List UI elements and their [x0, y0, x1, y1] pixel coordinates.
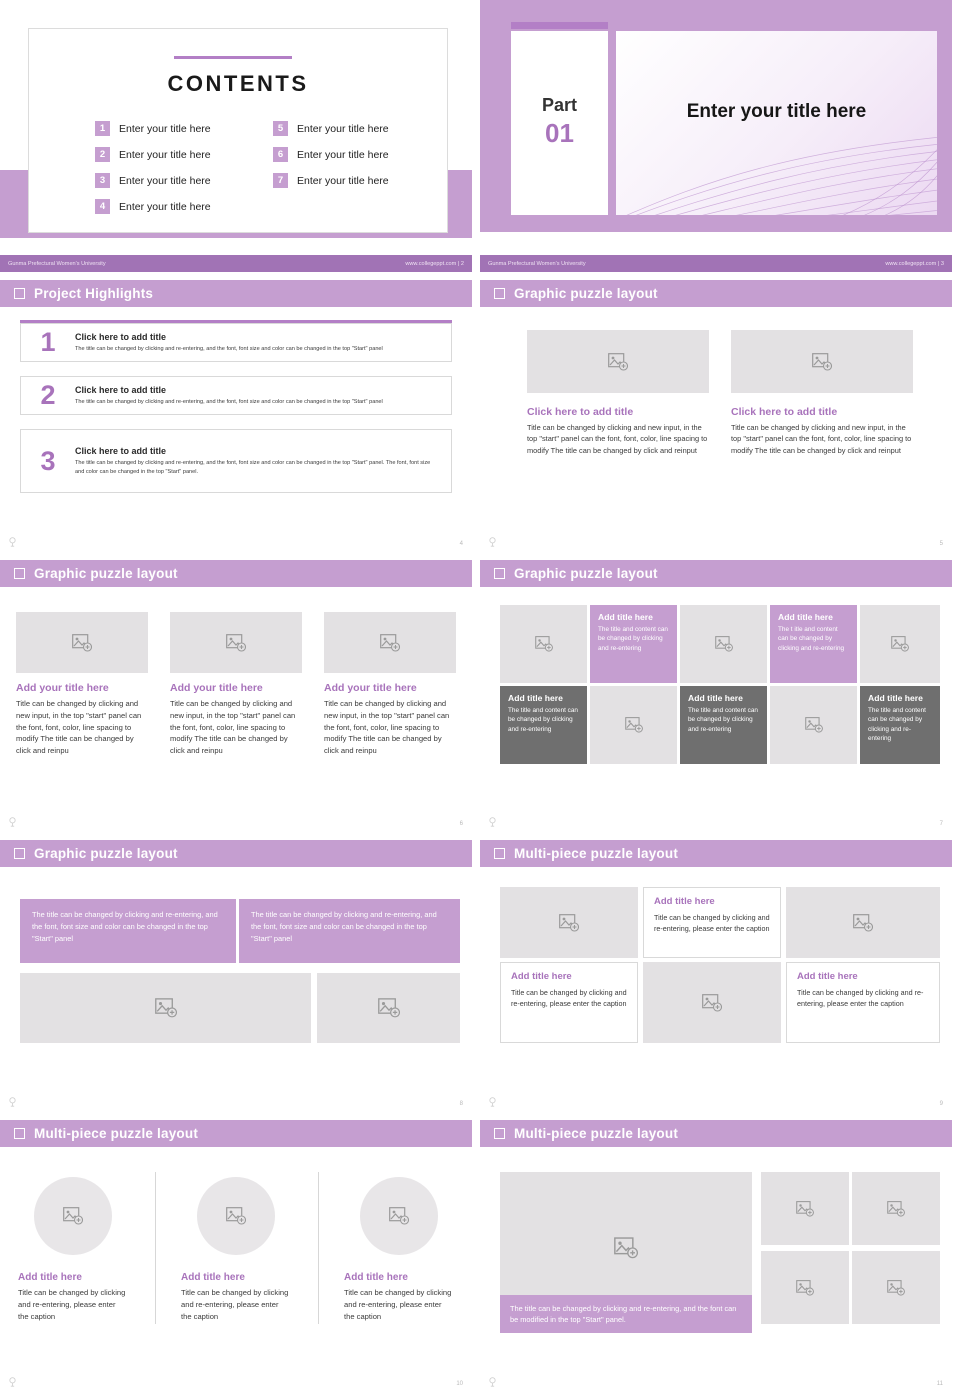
- image-placeholder[interactable]: [852, 1251, 940, 1324]
- item-label: Enter your title here: [297, 174, 389, 187]
- slide-project-highlights: [0, 280, 480, 560]
- item-label: Enter your title here: [119, 148, 211, 161]
- image-icon: [72, 634, 92, 652]
- image-placeholder[interactable]: [500, 605, 587, 683]
- image-icon: [226, 634, 246, 652]
- decorative-waves: [616, 31, 937, 215]
- slide-multi-piece-big: [480, 1120, 960, 1400]
- cell-text: The title and content can be changed by clicking and re-entering: [508, 707, 578, 733]
- caption-title: Add your title here: [16, 682, 109, 694]
- caption-block: [181, 1272, 291, 1322]
- contents-card: [28, 28, 448, 233]
- caption-block: [344, 1272, 454, 1322]
- image-placeholder[interactable]: [500, 887, 638, 958]
- caption-text: Title can be changed by clicking and new input, in the top "start" panel can the font, font, color, line spacing to modify The title can be changed by click and reinpu: [324, 699, 450, 756]
- caption-block: [527, 406, 709, 456]
- slide-header-title: Multi-piece puzzle layout: [514, 846, 679, 861]
- caption-title: Add title here: [344, 1272, 408, 1283]
- square-icon: [494, 848, 505, 859]
- image-icon: [805, 717, 823, 733]
- page-number: 8: [459, 1101, 463, 1107]
- image-icon: [887, 1280, 905, 1296]
- image-icon: [614, 1237, 638, 1259]
- footer-left-text: Gunma Prefectural Women's University: [8, 260, 106, 267]
- item-number: 5: [273, 121, 288, 136]
- slide-header: [0, 840, 472, 867]
- text-cell[interactable]: [770, 605, 857, 683]
- logo-icon: [8, 537, 17, 547]
- text-cell[interactable]: [500, 686, 587, 764]
- slide-contents: [0, 0, 480, 280]
- image-placeholder[interactable]: [680, 605, 767, 683]
- caption-block: [170, 682, 302, 757]
- caption-title: Add title here: [18, 1272, 82, 1283]
- logo-icon: [8, 1377, 17, 1387]
- slide-header-title: Graphic puzzle layout: [34, 566, 178, 581]
- caption-title: Add your title here: [170, 682, 263, 694]
- card-title: Add title here: [797, 971, 858, 982]
- logo-icon: [488, 1097, 497, 1107]
- panel-text: The title can be changed by clicking and re-entering, and the font, font size and color can be changed in the top "Start" panel: [251, 910, 437, 943]
- row-text: The title can be changed by clicking and re-entering, and the font, font size and color can be changed in the top "Start" panel. The font, font size and color can be changed in the top "Start" panel.: [75, 459, 431, 475]
- row-text: The title can be changed by clicking and re-entering, and the font, font size and color can be changed in the top "Start" panel: [75, 398, 383, 405]
- highlight-row[interactable]: [20, 323, 452, 362]
- slide-graphic-puzzle-mosaic: [480, 560, 960, 840]
- slide-multi-piece-circles: [0, 1120, 480, 1400]
- page-number: 6: [459, 821, 463, 827]
- page-number: 9: [939, 1101, 943, 1107]
- image-placeholder[interactable]: [170, 612, 302, 673]
- row-body: [75, 385, 393, 407]
- caption-text: Title can be changed by clicking and re-entering, please enter the caption: [181, 1288, 289, 1321]
- slide-header-title: Graphic puzzle layout: [514, 566, 658, 581]
- accent-bar: [511, 22, 608, 29]
- slide-header: [0, 280, 472, 307]
- image-icon: [559, 914, 579, 932]
- item-label: Enter your title here: [119, 174, 211, 187]
- image-placeholder[interactable]: [770, 686, 857, 764]
- caption-block: [324, 682, 456, 757]
- slide-header: [480, 840, 952, 867]
- caption-text: Title can be changed by clicking and new input, in the top "start" panel can the font, font, color, line spacing to modify The title can be changed by click and reinpu: [170, 699, 296, 756]
- caption-block: [731, 406, 913, 456]
- slide-footer: [0, 255, 472, 272]
- image-icon: [702, 994, 722, 1012]
- caption-panel[interactable]: [500, 1295, 752, 1333]
- image-icon: [812, 353, 832, 371]
- item-number: 7: [273, 173, 288, 188]
- contents-column-left: [95, 121, 245, 225]
- text-cell[interactable]: [860, 686, 940, 764]
- list-item[interactable]: [273, 173, 423, 188]
- card-text: Title can be changed by clicking and re-entering, please enter the caption: [797, 988, 924, 1009]
- caption-card[interactable]: [786, 962, 940, 1043]
- caption-title: Click here to add title: [527, 406, 634, 418]
- image-icon: [155, 998, 177, 1018]
- image-placeholder[interactable]: [16, 612, 148, 673]
- contents-columns: [95, 121, 423, 225]
- slide-graphic-puzzle-text-top: [0, 840, 480, 1120]
- slide-header-title: Graphic puzzle layout: [34, 846, 178, 861]
- square-icon: [494, 1128, 505, 1139]
- divider: [318, 1172, 319, 1324]
- caption-title: Add your title here: [324, 682, 417, 694]
- panel-text: The title can be changed by clicking and re-entering, and the font, font size and color can be changed in the top "Start" panel: [32, 910, 218, 943]
- caption-title: Click here to add title: [731, 406, 838, 418]
- cell-text: The t itle and content can be changed by clicking and re-entering: [778, 626, 845, 652]
- list-item[interactable]: [95, 173, 245, 188]
- image-placeholder[interactable]: [590, 686, 677, 764]
- row-body: [75, 446, 451, 476]
- item-number: 4: [95, 199, 110, 214]
- image-placeholder[interactable]: [761, 1172, 849, 1245]
- slide-header: [480, 560, 952, 587]
- row-number: 3: [40, 445, 56, 476]
- image-icon: [535, 636, 553, 652]
- image-icon: [796, 1280, 814, 1296]
- image-placeholder[interactable]: [643, 962, 781, 1043]
- slide-graphic-puzzle-2: [480, 280, 960, 560]
- image-icon: [625, 717, 643, 733]
- text-panel[interactable]: [239, 899, 460, 963]
- text-panel[interactable]: [20, 899, 236, 963]
- item-number: 3: [95, 173, 110, 188]
- highlight-row[interactable]: [20, 376, 452, 415]
- row-text: The title can be changed by clicking and re-entering, and the font, font size and color can be changed in the top "Start" panel: [75, 345, 383, 352]
- list-item[interactable]: [95, 121, 245, 136]
- divider: [155, 1172, 156, 1324]
- text-cell[interactable]: [590, 605, 677, 683]
- image-icon: [226, 1207, 246, 1225]
- square-icon: [14, 848, 25, 859]
- footer-right-text: www.collegeppt.com | 2: [405, 260, 464, 267]
- cell-title: Add title here: [778, 612, 833, 622]
- cell-title: Add title here: [688, 693, 743, 703]
- image-placeholder[interactable]: [20, 973, 311, 1043]
- caption-text: Title can be changed by clicking and re-entering, please enter the caption: [344, 1288, 452, 1321]
- slide-header-title: Multi-piece puzzle layout: [34, 1126, 199, 1141]
- card-title: Add title here: [654, 896, 715, 907]
- list-item[interactable]: [273, 147, 423, 162]
- caption-block: [16, 682, 148, 757]
- caption-text: Title can be changed by clicking and new input, in the top "start" panel can the font, font, color, line spacing to modify The title can be changed by click and reinput: [731, 423, 912, 455]
- card-text: Title can be changed by clicking and re-entering, please enter the caption: [654, 913, 770, 934]
- slide-header-title: Multi-piece puzzle layout: [514, 1126, 679, 1141]
- slide-graphic-puzzle-3: [0, 560, 480, 840]
- image-icon: [853, 914, 873, 932]
- card-text: Title can be changed by clicking and re-entering, please enter the caption: [511, 988, 627, 1009]
- image-placeholder[interactable]: [761, 1251, 849, 1324]
- highlight-row[interactable]: [20, 429, 452, 493]
- image-placeholder[interactable]: [317, 973, 460, 1043]
- row-title: Click here to add title: [75, 384, 167, 395]
- cell-text: The title and content can be changed by clicking and re-entering: [868, 707, 926, 742]
- caption-text: Title can be changed by clicking and new input, in the top "start" panel can the font, font, color, line spacing to modify The title can be changed by click and reinpu: [16, 699, 142, 756]
- title-underline: [174, 56, 292, 59]
- slide-header-title: Project Highlights: [34, 286, 154, 301]
- item-number: 6: [273, 147, 288, 162]
- caption-text: Title can be changed by clicking and re-entering, please enter the caption: [18, 1288, 126, 1321]
- contents-column-right: [273, 121, 423, 225]
- image-icon: [380, 634, 400, 652]
- caption-block: [18, 1272, 128, 1322]
- logo-icon: [488, 817, 497, 827]
- list-item[interactable]: [273, 121, 423, 136]
- cell-text: The title and content can be changed by clicking and re-entering: [688, 707, 758, 733]
- item-number: 1: [95, 121, 110, 136]
- part-label: Part: [541, 95, 577, 115]
- item-label: Enter your title here: [119, 200, 211, 213]
- square-icon: [494, 288, 505, 299]
- image-icon: [796, 1201, 814, 1217]
- cell-title: Add title here: [508, 693, 563, 703]
- image-placeholder[interactable]: [324, 612, 456, 673]
- image-placeholder[interactable]: [786, 887, 940, 958]
- item-number: 2: [95, 147, 110, 162]
- item-label: Enter your title here: [297, 148, 389, 161]
- slide-header: [480, 280, 952, 307]
- slide-header: [0, 560, 472, 587]
- image-icon: [887, 1201, 905, 1217]
- image-icon: [63, 1207, 83, 1225]
- logo-icon: [8, 817, 17, 827]
- slide-multi-piece-1: [480, 840, 960, 1120]
- cell-text: The title and content can be changed by clicking and re-entering: [598, 626, 668, 652]
- item-label: Enter your title here: [119, 122, 211, 135]
- image-placeholder[interactable]: [860, 605, 940, 683]
- slide-footer: [480, 255, 952, 272]
- square-icon: [14, 288, 25, 299]
- text-cell[interactable]: [680, 686, 767, 764]
- image-placeholder[interactable]: [34, 1177, 112, 1255]
- page-title: CONTENTS: [167, 71, 309, 96]
- caption-text: Title can be changed by clicking and new input, in the top "start" panel can the font, font, color, line spacing to modify The title can be changed by click and reinput: [527, 423, 708, 455]
- image-icon: [715, 636, 733, 652]
- page-number: 10: [456, 1381, 463, 1387]
- image-placeholder[interactable]: [731, 330, 913, 393]
- footer-left-text: Gunma Prefectural Women's University: [488, 260, 586, 267]
- caption-card[interactable]: [643, 887, 781, 958]
- logo-icon: [8, 1097, 17, 1107]
- slide-header: [480, 1120, 952, 1147]
- image-icon: [608, 353, 628, 371]
- page-number: 7: [939, 821, 943, 827]
- image-icon: [378, 998, 400, 1018]
- slide-part-01: [480, 0, 960, 280]
- list-item[interactable]: [95, 147, 245, 162]
- logo-icon: [488, 1377, 497, 1387]
- image-placeholder[interactable]: [527, 330, 709, 393]
- caption-title: Add title here: [181, 1272, 245, 1283]
- slide-heading: Enter your title here: [686, 101, 867, 122]
- caption-text: The title can be changed by clicking and re-entering, and the font can be modified in the top "Start" panel.: [510, 1304, 737, 1325]
- row-number: 2: [40, 380, 56, 410]
- square-icon: [494, 568, 505, 579]
- row-number: 1: [40, 327, 56, 357]
- item-label: Enter your title here: [297, 122, 389, 135]
- part-heading-panel: [616, 31, 937, 215]
- square-icon: [14, 568, 25, 579]
- square-icon: [14, 1128, 25, 1139]
- cell-title: Add title here: [868, 693, 923, 703]
- image-placeholder[interactable]: [852, 1172, 940, 1245]
- image-placeholder[interactable]: [197, 1177, 275, 1255]
- row-title: Click here to add title: [75, 445, 167, 456]
- slide-header-title: Graphic puzzle layout: [514, 286, 658, 301]
- list-item[interactable]: [95, 199, 245, 214]
- part-number: 01: [545, 118, 574, 148]
- row-body: [75, 332, 393, 354]
- slide-header: [0, 1120, 472, 1147]
- page-number: 11: [936, 1381, 943, 1387]
- cell-title: Add title here: [598, 612, 653, 622]
- caption-card[interactable]: [500, 962, 638, 1043]
- image-placeholder[interactable]: [360, 1177, 438, 1255]
- footer-right-text: www.collegeppt.com | 3: [885, 260, 944, 267]
- image-icon: [389, 1207, 409, 1225]
- image-icon: [891, 636, 909, 652]
- logo-icon: [488, 537, 497, 547]
- row-title: Click here to add title: [75, 331, 167, 342]
- page-number: 5: [939, 541, 943, 547]
- page-number: 4: [459, 541, 463, 547]
- card-title: Add title here: [511, 971, 572, 982]
